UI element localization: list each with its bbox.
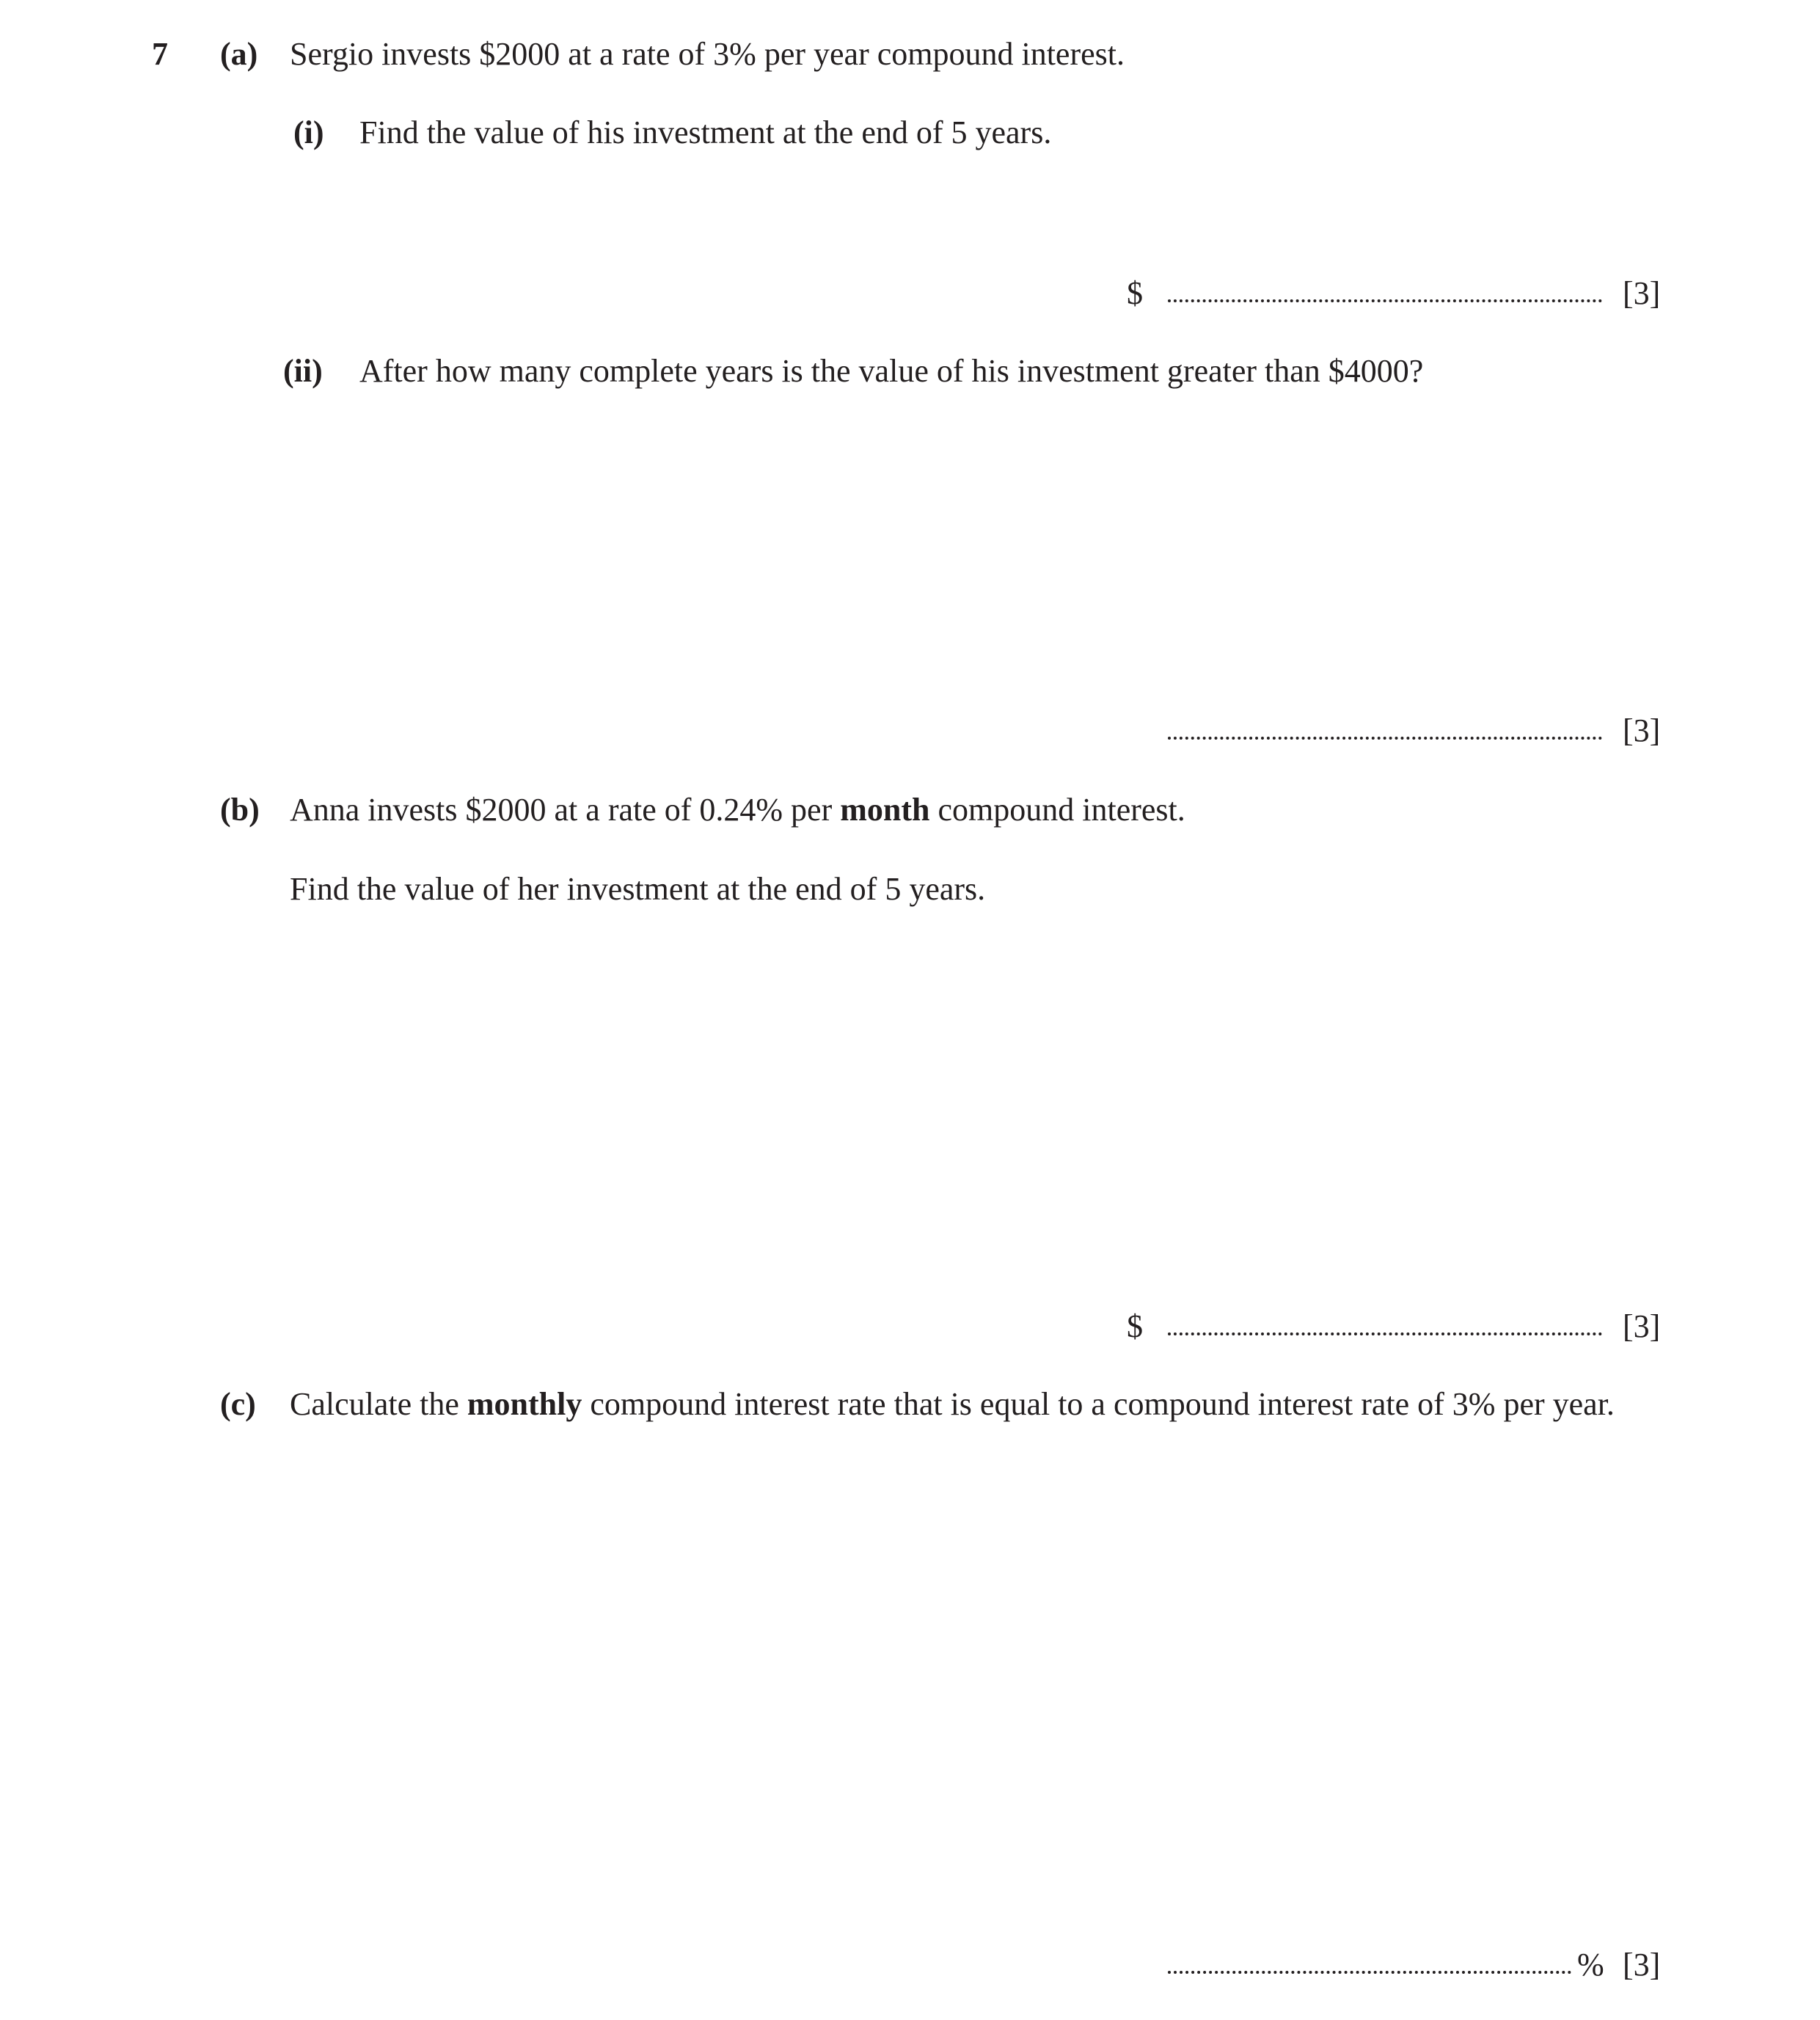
question-number: 7 bbox=[152, 36, 168, 72]
answer-a-i-currency: $ bbox=[1127, 275, 1143, 311]
answer-c-percent: % bbox=[1577, 1947, 1604, 1983]
marks-b: [3] bbox=[1623, 1308, 1661, 1344]
part-b-emphasis: month bbox=[840, 792, 930, 828]
answer-c-line[interactable] bbox=[1168, 1971, 1571, 1974]
part-c-text-end: compound interest rate that is equal to a compound interest rate of 3% per year. bbox=[582, 1386, 1615, 1422]
answer-a-i-line[interactable] bbox=[1168, 299, 1602, 302]
part-c-text-start: Calculate the bbox=[290, 1386, 467, 1422]
sub-i-label: (i) bbox=[293, 114, 324, 150]
marks-a-ii: [3] bbox=[1623, 712, 1661, 748]
part-b-instruction: Find the value of her investment at the end of 5 years. bbox=[290, 871, 986, 907]
sub-ii-label: (ii) bbox=[283, 353, 323, 389]
part-c-emphasis: monthly bbox=[467, 1386, 582, 1422]
sub-i-text: Find the value of his investment at the end of 5 years. bbox=[359, 114, 1052, 150]
answer-b-line[interactable] bbox=[1168, 1332, 1602, 1335]
marks-c: [3] bbox=[1623, 1947, 1661, 1983]
marks-a-i: [3] bbox=[1623, 275, 1661, 311]
part-b-text-start: Anna invests $2000 at a rate of 0.24% per bbox=[290, 792, 841, 828]
part-c-text bbox=[290, 1385, 1615, 1423]
answer-a-ii-line[interactable] bbox=[1168, 737, 1602, 740]
part-b-label: (b) bbox=[220, 792, 260, 828]
part-b-text bbox=[290, 791, 1185, 829]
sub-ii-text: After how many complete years is the value of his investment greater than $4000? bbox=[359, 353, 1424, 389]
part-b-text-end: compound interest. bbox=[929, 792, 1185, 828]
part-c-label: (c) bbox=[220, 1386, 256, 1422]
part-a-label: (a) bbox=[220, 36, 258, 72]
answer-b-currency: $ bbox=[1127, 1308, 1143, 1344]
part-a-stem: Sergio invests $2000 at a rate of 3% per year compound interest. bbox=[290, 36, 1125, 72]
